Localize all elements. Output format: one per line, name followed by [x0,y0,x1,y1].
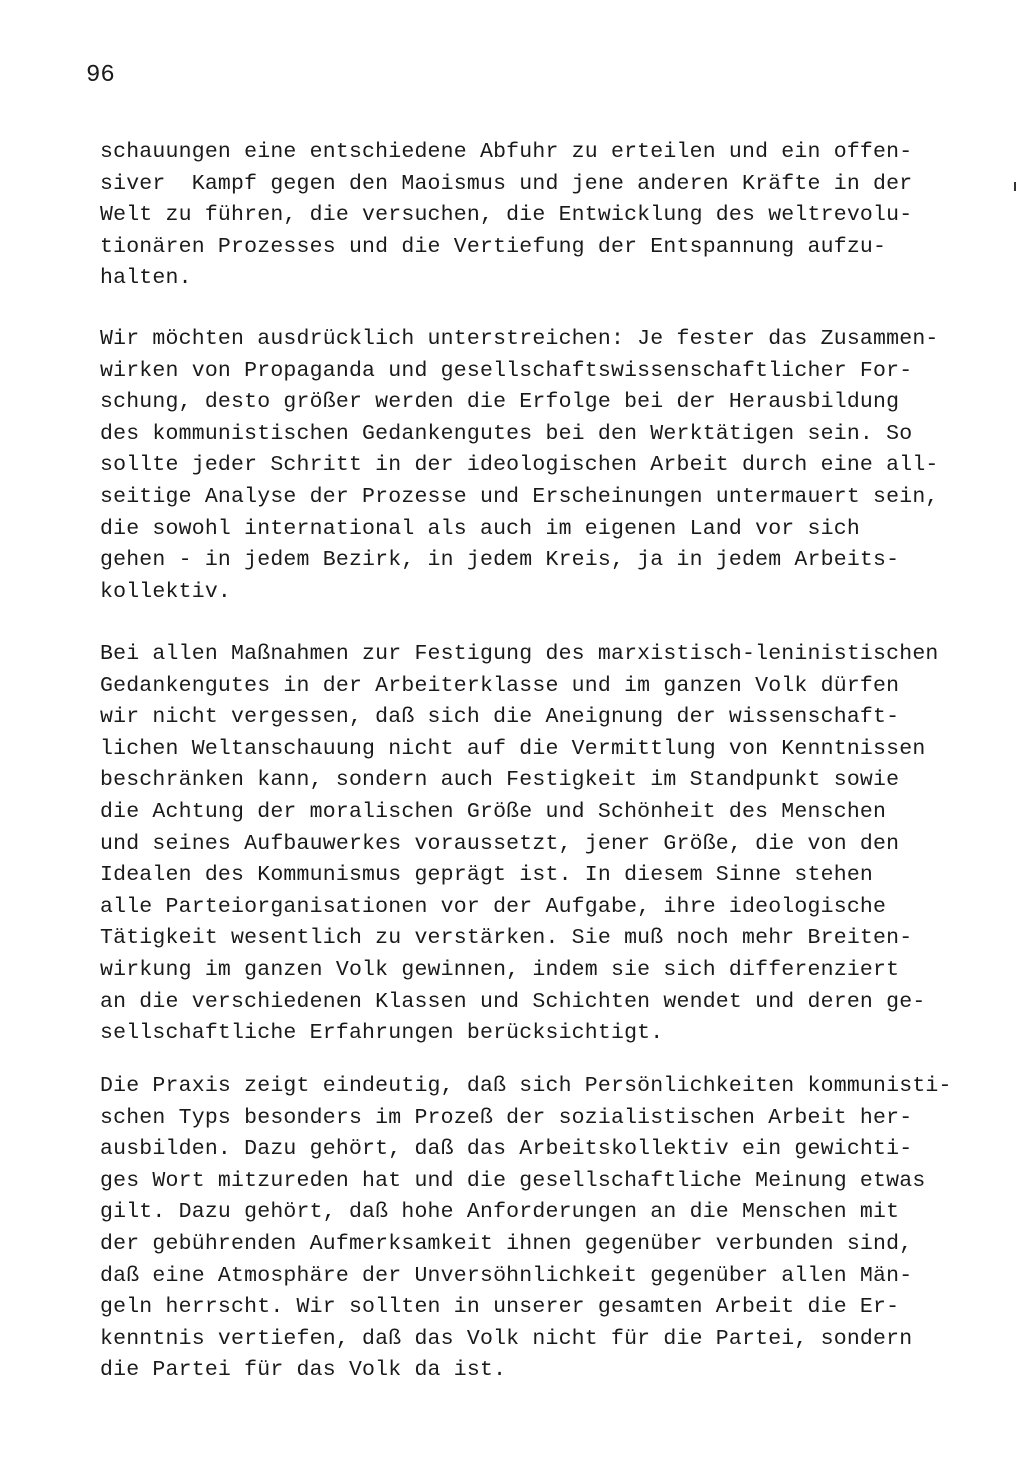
text-line: gehen - in jedem Bezirk, in jedem Kreis, ja in jedem Arbeits- [100,548,900,573]
text-line: Gedankengutes in der Arbeiterklasse und im ganzen Volk dürfen [100,673,900,698]
text-line: kenntnis vertiefen, daß das Volk nicht für die Partei, sondern [100,1326,913,1351]
paragraph [100,324,960,608]
text-line: schung, desto größer werden die Erfolge bei der Herausbildung [100,390,900,415]
text-line: Tätigkeit wesentlich zu verstärken. Sie muß noch mehr Breiten- [100,926,913,951]
text-line: wir nicht vergessen, daß sich die Aneignung der wissenschaft- [100,705,900,730]
text-line: die Achtung der moralischen Größe und Schönheit des Menschen [100,799,887,824]
text-line: wirkung im ganzen Volk gewinnen, indem sie sich differenziert [100,957,900,982]
text-line: ausbilden. Dazu gehört, daß das Arbeitskollektiv ein gewichti- [100,1137,913,1162]
text-line: halten. [100,266,192,291]
text-line: gilt. Dazu gehört, daß hohe Anforderungen an die Menschen mit [100,1200,900,1225]
paragraph [100,1071,960,1387]
text-line: die Partei für das Volk da ist. [100,1358,507,1383]
text-line: des kommunistischen Gedankengutes bei den Werktätigen sein. So [100,421,913,446]
margin-mark [1014,182,1016,191]
paragraph [100,639,960,1050]
text-line: schauungen eine entschiedene Abfuhr zu erteilen und ein offen- [100,140,913,164]
text-line: siver Kampf gegen den Maoismus und jene anderen Kräfte in der [100,171,913,196]
text-line: sellschaftliche Erfahrungen berücksichtigt. [100,1021,664,1046]
text-line: geln herrscht. Wir sollten in unserer gesamten Arbeit die Er- [100,1295,900,1320]
text-line: sollte jeder Schritt in der ideologischen Arbeit durch eine all- [100,453,939,478]
text-line: der gebührenden Aufmerksamkeit ihnen gegenüber verbunden sind, [100,1231,913,1256]
text-line: seitige Analyse der Prozesse und Erscheinungen untermauert sein, [100,484,939,509]
text-line: Bei allen Maßnahmen zur Festigung des marxistisch-leninistischen [100,642,939,666]
text-line: Idealen des Kommunismus geprägt ist. In diesem Sinne stehen [100,863,874,888]
text-line: tionären Prozesses und die Vertiefung der Entspannung aufzu- [100,234,887,259]
text-line: Die Praxis zeigt eindeutig, daß sich Persönlichkeiten kommunisti- [100,1074,952,1098]
text-line: an die verschiedenen Klassen und Schichten wendet und deren ge- [100,989,926,1014]
text-line: schen Typs besonders im Prozeß der sozialistischen Arbeit her- [100,1105,913,1130]
text-line: Wir möchten ausdrücklich unterstreichen: Je fester das Zusammen- [100,327,939,351]
text-line: alle Parteiorganisationen vor der Aufgabe, ihre ideologische [100,894,887,919]
text-line: wirken von Propaganda und gesellschaftswissenschaftlicher For- [100,358,913,383]
text-line: kollektiv. [100,579,232,604]
text-line: ges Wort mitzureden hat und die gesellschaftliche Meinung etwas [100,1168,926,1193]
text-line: daß eine Atmosphäre der Unversöhnlichkeit gegenüber allen Män- [100,1263,913,1288]
text-line: Welt zu führen, die versuchen, die Entwicklung des weltrevolu- [100,203,913,228]
paragraph [100,137,960,295]
text-line: die sowohl international als auch im eigenen Land vor sich [100,516,860,541]
text-line: und seines Aufbauwerkes voraussetzt, jener Größe, die von den [100,831,900,856]
text-line: lichen Weltanschauung nicht auf die Vermittlung von Kenntnissen [100,736,926,761]
text-line: beschränken kann, sondern auch Festigkeit im Standpunkt sowie [100,768,900,793]
page-number: 96 [86,62,115,89]
